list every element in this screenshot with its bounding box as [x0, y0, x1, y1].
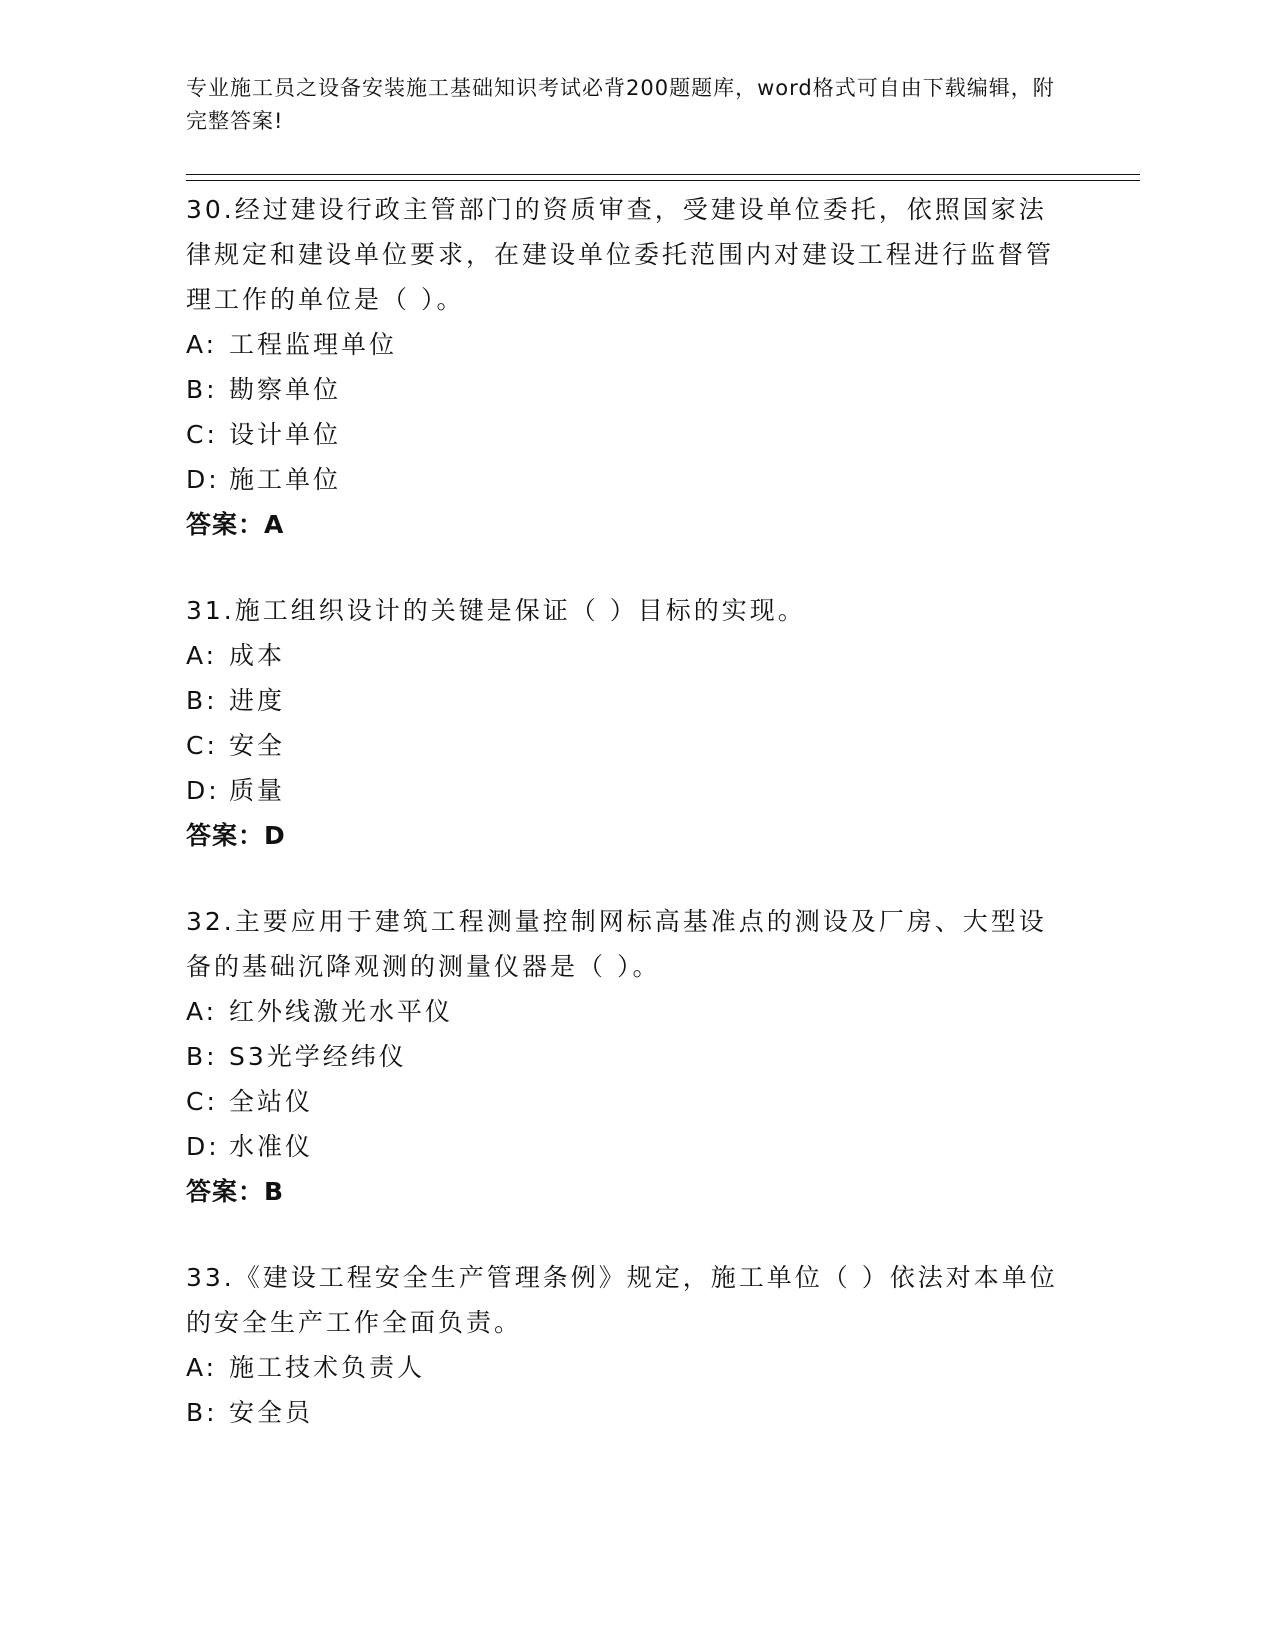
option-letter: D:	[186, 1132, 220, 1161]
option-c	[186, 412, 1066, 457]
answer-label: 答案：A	[186, 510, 285, 539]
option-letter: C:	[186, 1087, 218, 1116]
question-text: 33.《建设工程安全生产管理条例》规定，施工单位（ ）依法对本单位的安全生产工作全面负责。	[186, 1263, 1058, 1337]
option-a	[186, 322, 1066, 367]
question-31	[186, 588, 1066, 858]
option-letter: B:	[186, 375, 218, 404]
option-a	[186, 633, 1066, 678]
document-title: 专业施工员之设备安装施工基础知识考试必背200题题库，word格式可自由下载编辑，附完整答案!	[186, 76, 1055, 133]
answer-label: 答案：B	[186, 1177, 285, 1206]
option-letter: B:	[186, 1042, 218, 1071]
option-d	[186, 1124, 1066, 1169]
option-text: 勘察单位	[229, 375, 342, 404]
option-text: 安全员	[229, 1398, 314, 1427]
option-c	[186, 723, 1066, 768]
question-33	[186, 1255, 1066, 1435]
option-letter: A:	[186, 641, 218, 670]
option-letter: A:	[186, 1353, 218, 1382]
option-text: 设计单位	[229, 420, 342, 449]
option-text: 施工单位	[229, 465, 342, 494]
header-divider-bottom	[186, 180, 1140, 181]
answer-label: 答案：D	[186, 821, 286, 850]
option-text: S3光学经纬仪	[229, 1042, 407, 1071]
option-b	[186, 1390, 1066, 1435]
question-30	[186, 187, 1066, 547]
option-letter: C:	[186, 731, 218, 760]
question-32	[186, 899, 1066, 1214]
question-text: 30.经过建设行政主管部门的资质审查，受建设单位委托，依照国家法律规定和建设单位要求，在建设单位委托范围内对建设工程进行监督管理工作的单位是（ ）。	[186, 195, 1055, 314]
option-text: 质量	[229, 776, 286, 805]
option-text: 红外线激光水平仪	[229, 997, 454, 1026]
option-letter: B:	[186, 686, 218, 715]
option-text: 全站仪	[229, 1087, 314, 1116]
option-d	[186, 768, 1066, 813]
option-text: 工程监理单位	[229, 330, 398, 359]
question-text: 32.主要应用于建筑工程测量控制网标高基准点的测设及厂房、大型设备的基础沉降观测的测量仪器是（ ）。	[186, 907, 1047, 981]
option-d	[186, 457, 1066, 502]
option-b	[186, 678, 1066, 723]
option-letter: D:	[186, 465, 220, 494]
option-text: 安全	[229, 731, 286, 760]
option-letter: D:	[186, 776, 220, 805]
document-header	[186, 72, 1066, 138]
question-text: 31.施工组织设计的关键是保证（ ）目标的实现。	[186, 596, 806, 625]
option-b	[186, 1034, 1066, 1079]
option-text: 施工技术负责人	[229, 1353, 426, 1382]
option-letter: C:	[186, 420, 218, 449]
option-text: 进度	[229, 686, 286, 715]
option-letter: A:	[186, 330, 218, 359]
header-divider-top	[186, 174, 1140, 175]
option-a	[186, 1345, 1066, 1390]
option-text: 水准仪	[229, 1132, 314, 1161]
option-b	[186, 367, 1066, 412]
option-letter: B:	[186, 1398, 218, 1427]
option-a	[186, 989, 1066, 1034]
question-list	[186, 187, 1066, 1476]
option-letter: A:	[186, 997, 218, 1026]
option-text: 成本	[229, 641, 286, 670]
option-c	[186, 1079, 1066, 1124]
